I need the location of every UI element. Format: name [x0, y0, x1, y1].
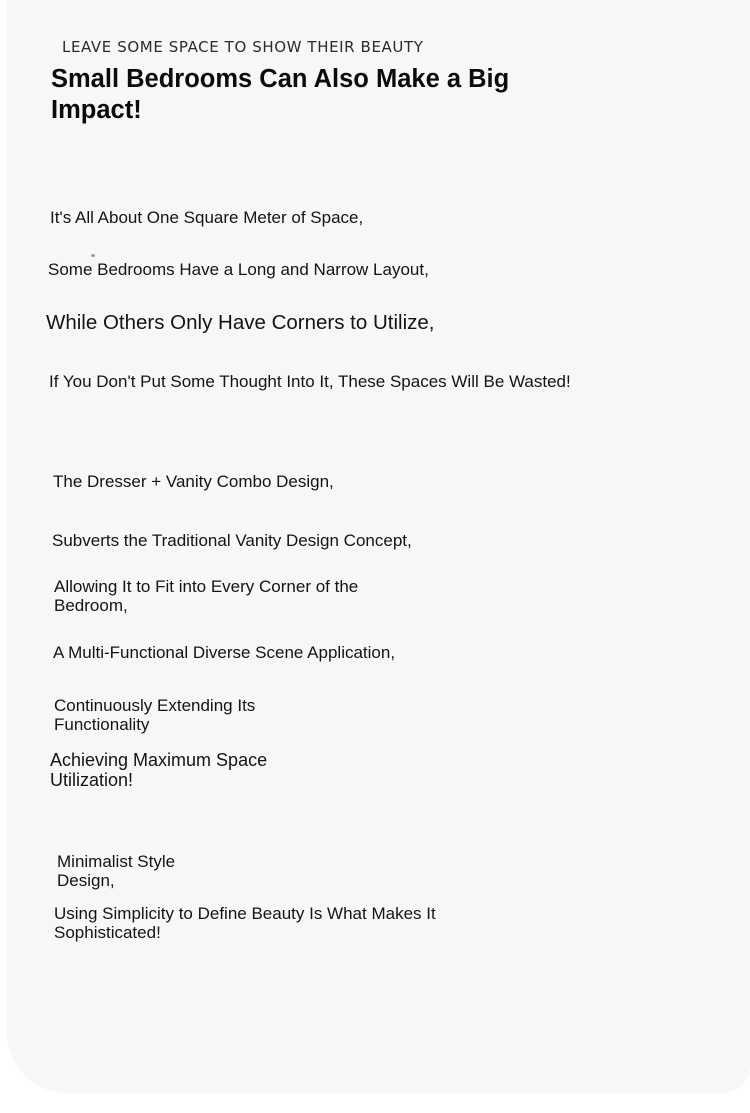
style-line-1: Minimalist Style Design, [57, 852, 176, 890]
style-line-2: Using Simplicity to Define Beauty Is What Makes It Sophisticated! [54, 904, 436, 942]
decorative-dot [91, 254, 95, 257]
space-line-1: It's All About One Square Meter of Space, [50, 208, 364, 227]
space-line-3: While Others Only Have Corners to Utilize, [46, 311, 435, 334]
section-eyebrow: LEAVE SOME SPACE TO SHOW THEIR BEAUTY [62, 38, 424, 56]
design-line-3: Allowing It to Fit into Every Corner of the Bedroom, [54, 577, 359, 615]
space-line-4: If You Don't Put Some Thought Into It, These Spaces Will Be Wasted! [49, 372, 571, 391]
design-line-6: Achieving Maximum Space Utilization! [50, 750, 268, 790]
page-headline: Small Bedrooms Can Also Make a Big Impact! [51, 65, 510, 124]
design-line-1: The Dresser + Vanity Combo Design, [53, 472, 334, 491]
design-line-2: Subverts the Traditional Vanity Design Concept, [52, 531, 412, 550]
design-line-5: Continuously Extending Its Functionality [54, 696, 256, 734]
design-line-4: A Multi-Functional Diverse Scene Application, [53, 643, 396, 662]
space-line-2: Some Bedrooms Have a Long and Narrow Layout, [48, 260, 429, 279]
